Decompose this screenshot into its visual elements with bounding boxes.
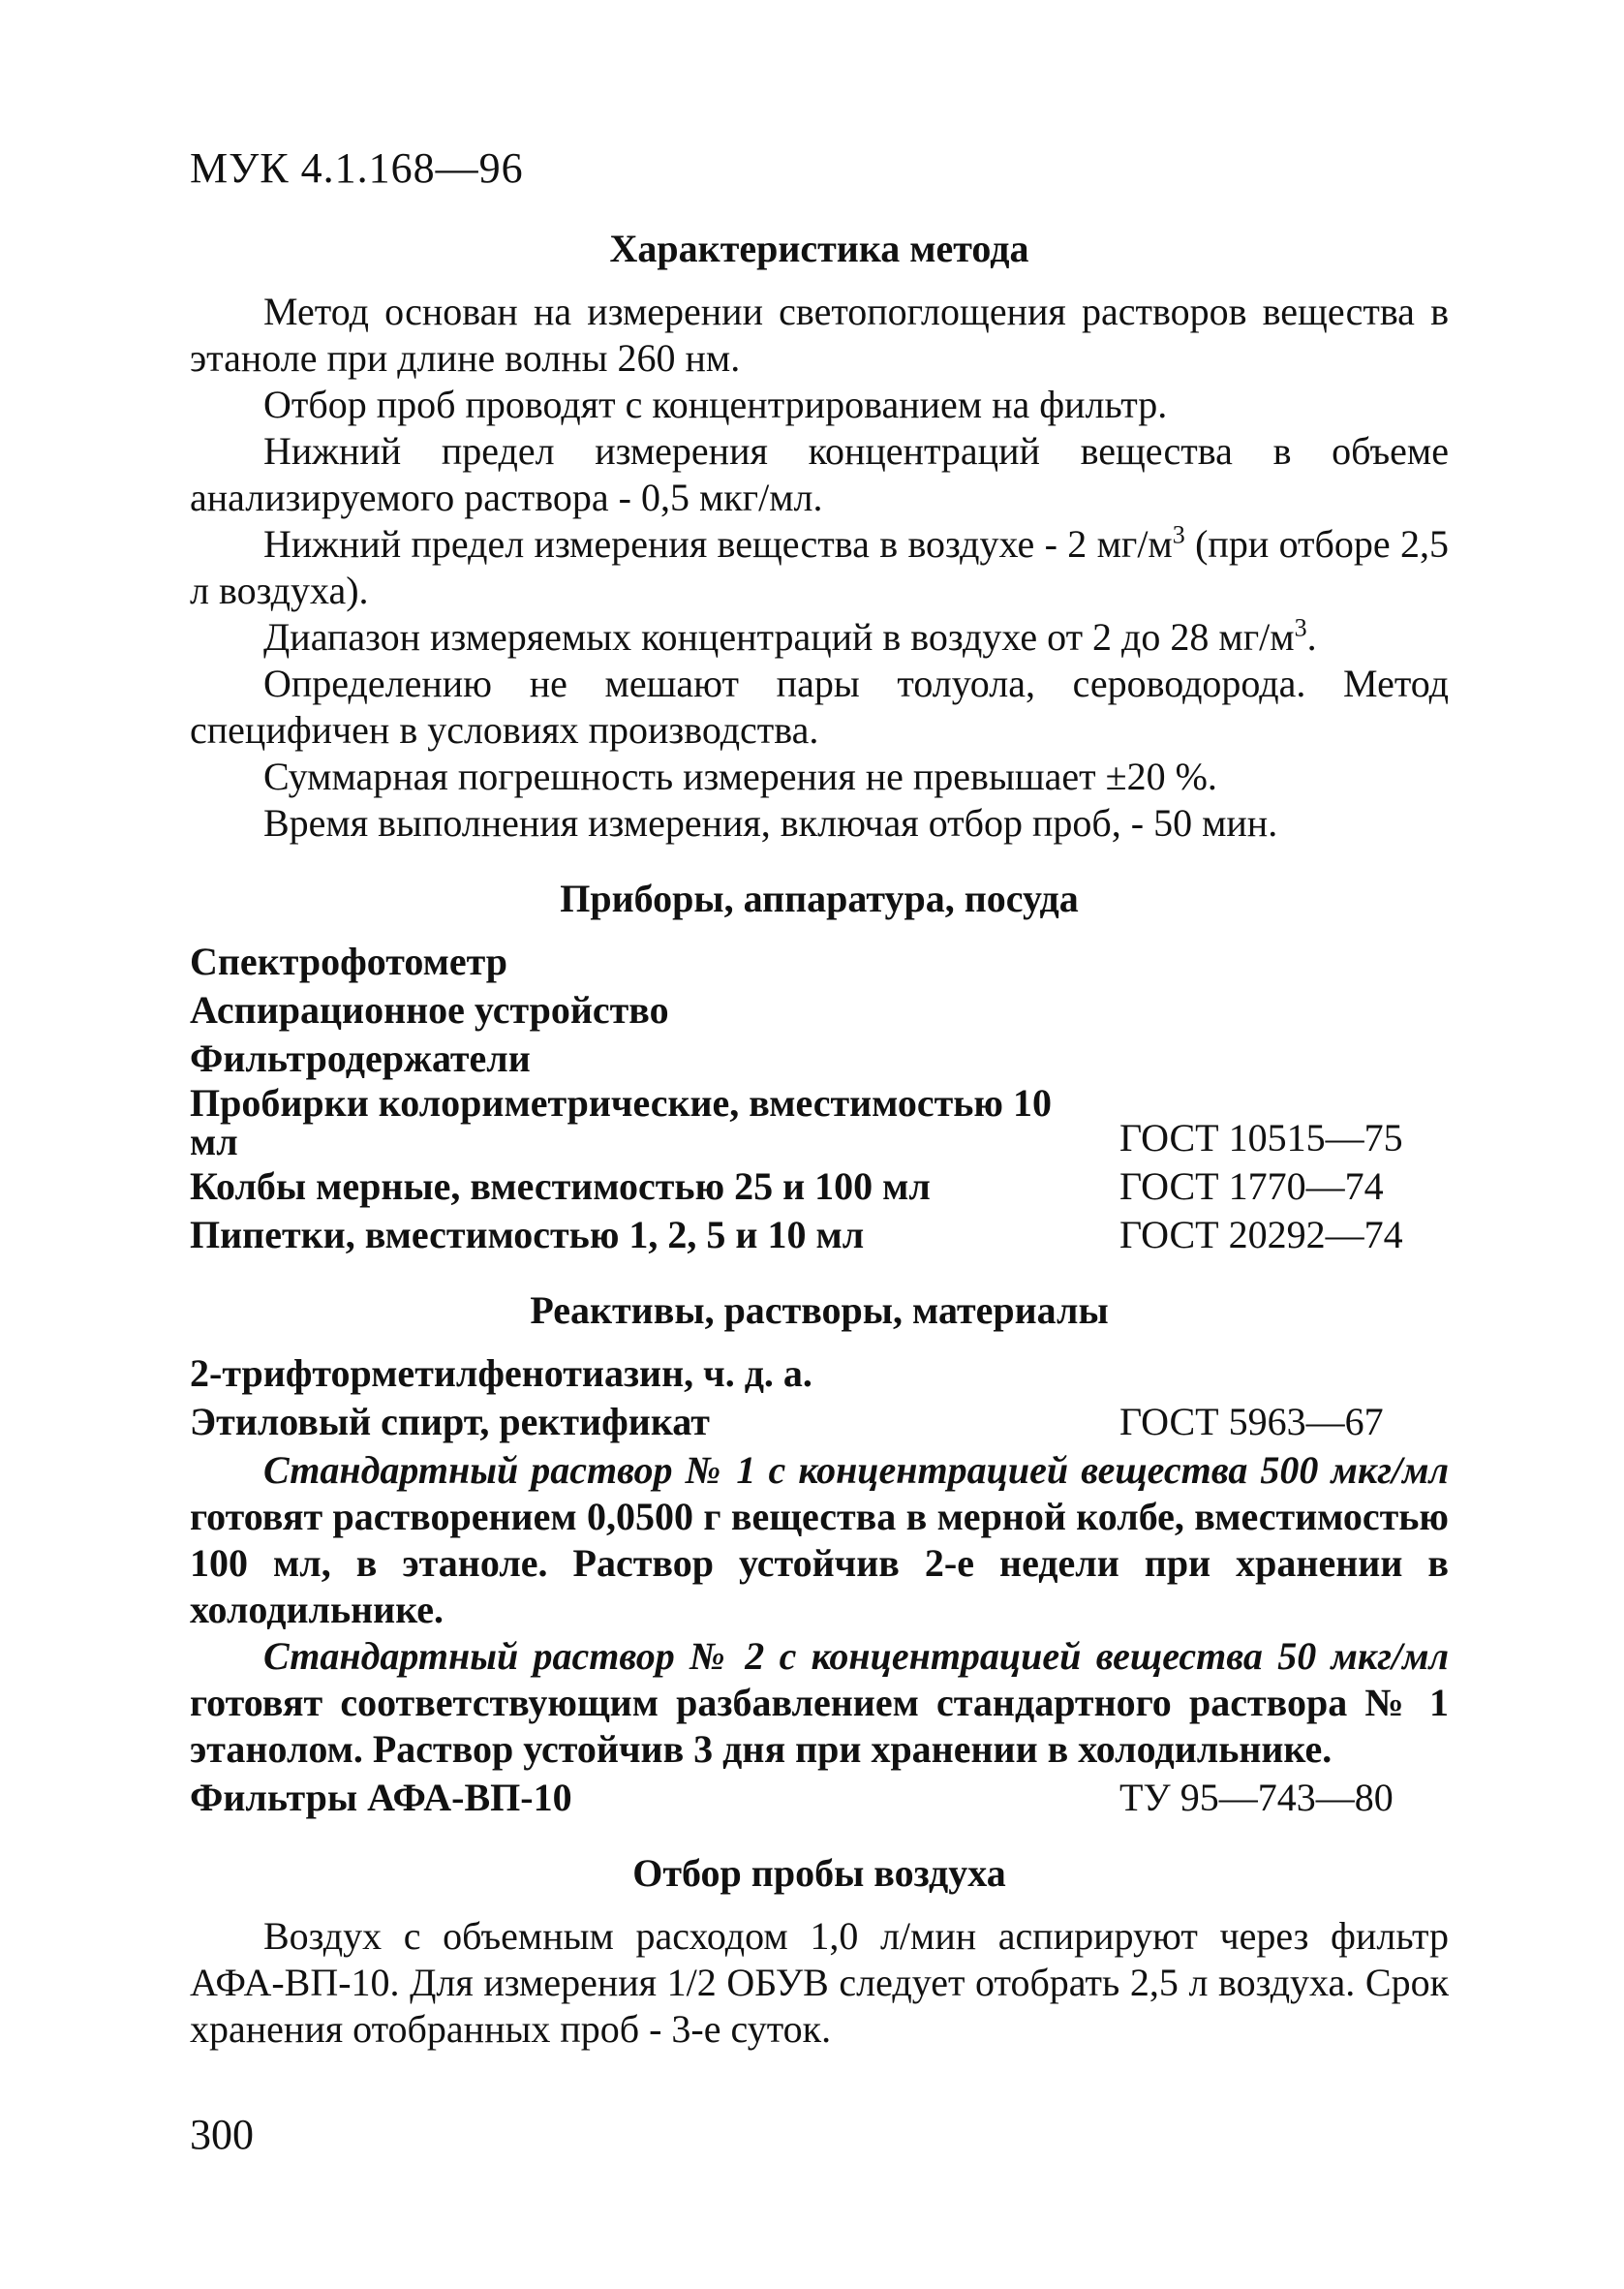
device-item: Фильтродержатели (190, 1036, 531, 1080)
reagent-item (190, 1775, 1449, 1821)
method-p5-text-b: . (1306, 615, 1317, 659)
method-paragraph-3: Нижний предел измерения концентраций вещества в объеме анализируемого раствора - 0,5 мкг/мл. (190, 429, 1449, 519)
method-paragraph-1: Метод основан на измерении светопоглощения растворов вещества в этаноле при длине волны 260 нм. (190, 290, 1449, 380)
device-item (190, 1163, 1449, 1210)
method-paragraph-6: Определению не мешают пары толуола, сероводорода. Метод специфичен в условиях производства. (190, 662, 1449, 752)
standard-solution-1-text: готовят растворением 0,0500 г вещества в мерной колбе, вместимостью 100 мл, в этаноле. Раствор устойчив 2-е недели при хранении в холодильнике. (190, 1495, 1449, 1631)
standard-solution-1-title: Стандартный раствор № 1 с концентрацией вещества 500 мкг/мл (263, 1448, 1449, 1492)
device-item-standard: ГОСТ 20292—74 (1119, 1213, 1403, 1256)
standard-solution-2 (190, 1633, 1449, 1773)
method-p4-sup: 3 (1172, 520, 1185, 549)
method-paragraph-8: Время выполнения измерения, включая отбор проб, - 50 мин. (263, 801, 1278, 845)
document-code-header: МУК 4.1.168—96 (190, 144, 524, 192)
section-title-reagents: Реактивы, растворы, материалы (530, 1288, 1109, 1332)
section-title-sampling: Отбор пробы воздуха (632, 1851, 1006, 1895)
device-item-standard: ГОСТ 10515—75 (1119, 1116, 1403, 1160)
device-item-name: Колбы мерные, вместимостью 25 и 100 мл (190, 1164, 931, 1208)
device-item-standard: ГОСТ 1770—74 (1119, 1164, 1384, 1208)
method-p4-text-a: Нижний предел измерения вещества в воздухе - 2 мг/м (263, 522, 1173, 566)
method-paragraph-4 (190, 521, 1449, 614)
reagent-item (190, 1399, 1449, 1445)
method-p4-text-b: (при отборе 2,5 л воздуха). (190, 522, 1449, 612)
reagent-item-name: Этиловый спирт, ректификат (190, 1400, 710, 1443)
method-p5-text-a: Диапазон измеряемых концентраций в воздухе от 2 до 28 мг/м (263, 615, 1295, 659)
reagent-item: 2-трифторметилфенотиазин, ч. д. а. (190, 1351, 812, 1395)
method-paragraph-7: Суммарная погрешность измерения не превышает ±20 %. (263, 755, 1217, 798)
method-paragraph-5 (190, 614, 1449, 661)
standard-solution-2-title: Стандартный раствор № 2 с концентрацией вещества 50 мкг/мл (263, 1634, 1449, 1678)
section-title-method: Характеристика метода (609, 227, 1029, 270)
page-number: 300 (190, 2111, 254, 2158)
reagent-item-standard: ТУ 95—743—80 (1119, 1776, 1394, 1819)
device-item-name: Пипетки, вместимостью 1, 2, 5 и 10 мл (190, 1213, 865, 1256)
sampling-paragraph-1: Воздух с объемным расходом 1,0 л/мин аспирируют через фильтр АФА-ВП-10. Для измерения 1/2 ОБУВ следует отобрать 2,5 л воздуха. Срок хранения отобранных проб - 3-е суток. (190, 1914, 1449, 2051)
standard-solution-2-text: готовят соответствующим разбавлением стандартного раствора № 1 этанолом. Раствор устойчив 3 дня при хранении в холодильнике. (190, 1681, 1449, 1771)
device-item: Спектрофотометр (190, 940, 508, 983)
section-title-devices: Приборы, аппаратура, посуда (560, 877, 1079, 920)
reagent-item-name: Фильтры АФА-ВП-10 (190, 1776, 572, 1819)
device-item: Аспирационное устройство (190, 988, 669, 1032)
device-item (190, 1081, 1449, 1163)
method-p5-sup: 3 (1294, 613, 1307, 642)
reagent-item-standard: ГОСТ 5963—67 (1119, 1400, 1384, 1443)
device-item-name: Пробирки колориметрические, вместимостью 10 мл (190, 1081, 1052, 1163)
device-item (190, 1212, 1449, 1258)
standard-solution-1 (190, 1447, 1449, 1633)
document-page (190, 143, 1449, 2053)
method-paragraph-2: Отбор проб проводят с концентрированием на фильтр. (263, 383, 1168, 426)
